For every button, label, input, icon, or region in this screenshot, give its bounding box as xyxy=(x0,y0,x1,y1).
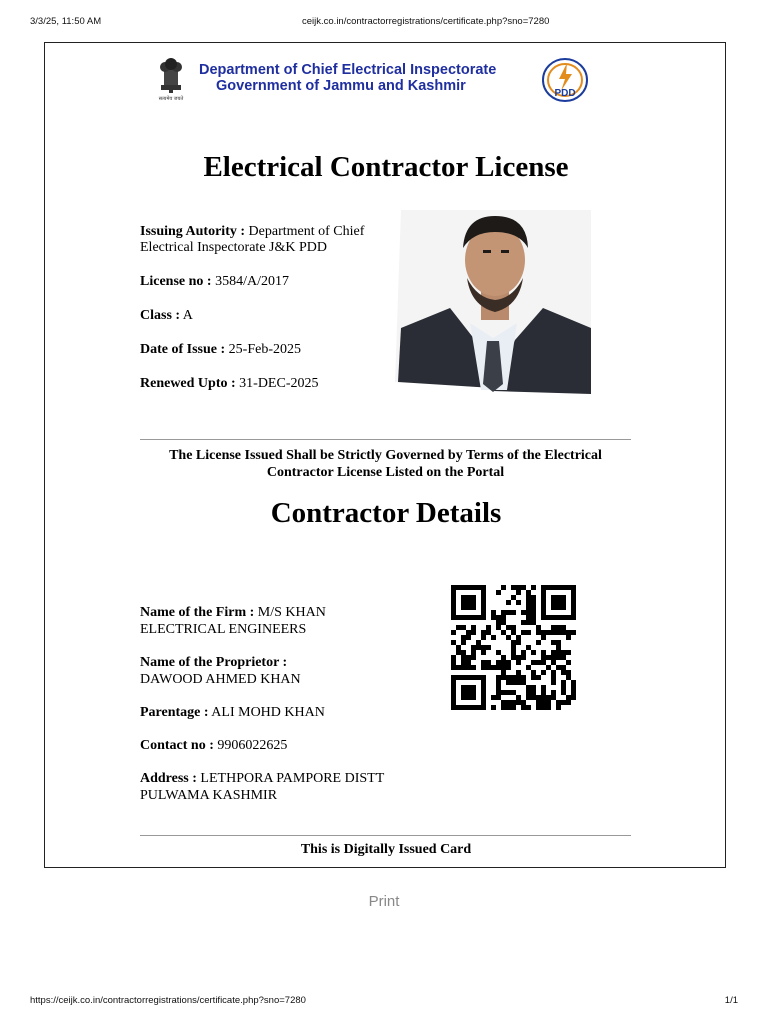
address-row xyxy=(140,770,400,804)
print-page-number: 1/1 xyxy=(724,995,738,1006)
department-title xyxy=(199,62,496,94)
print-button[interactable]: Print xyxy=(354,893,414,910)
contact-label: Contact no : xyxy=(140,738,214,753)
terms-notice: The License Issued Shall be Strictly Governed by Terms of the Electrical Contractor License Listed on the Portal xyxy=(169,448,602,480)
license-card xyxy=(44,42,726,868)
print-footer xyxy=(0,995,768,1009)
license-no-value: 3584/A/2017 xyxy=(215,274,289,289)
pdd-logo-text: PDD xyxy=(554,88,576,99)
license-no-row xyxy=(140,274,365,290)
contractor-info xyxy=(140,604,400,820)
print-header xyxy=(0,16,768,30)
class-row xyxy=(140,308,365,324)
firm-label: Name of the Firm : xyxy=(140,605,255,620)
print-footer-url: https://ceijk.co.in/contractorregistrations/certificate.php?sno=7280 xyxy=(30,995,306,1006)
issuing-authority-label: Issuing Autority : xyxy=(140,224,246,239)
parentage-row xyxy=(140,704,400,721)
qr-code xyxy=(448,585,579,710)
contractor-photo xyxy=(395,208,591,394)
digital-card-note: This is Digitally Issued Card xyxy=(300,842,472,857)
class-value: A xyxy=(182,308,193,323)
license-title: Electrical Contractor License xyxy=(203,151,569,183)
proprietor-value: DAWOOD AHMED KHAN xyxy=(140,672,301,687)
print-url: ceijk.co.in/contractorregistrations/certificate.php?sno=7280 xyxy=(302,16,550,27)
parentage-label: Parentage : xyxy=(140,705,209,720)
date-of-issue-row xyxy=(140,342,365,358)
parentage-value: ALI MOHD KHAN xyxy=(211,705,325,720)
print-datetime: 3/3/25, 11:50 AM xyxy=(30,16,102,27)
proprietor-label: Name of the Proprietor : xyxy=(140,655,288,670)
national-emblem-icon xyxy=(152,53,190,103)
firm-value: M/S KHAN ELECTRICAL ENGINEERS xyxy=(140,605,326,637)
date-of-issue-value: 25-Feb-2025 xyxy=(228,342,301,357)
renewed-upto-label: Renewed Upto : xyxy=(140,376,236,391)
contact-value: 9906022625 xyxy=(217,738,288,753)
license-no-label: License no : xyxy=(140,274,212,289)
pdd-logo xyxy=(541,57,589,103)
proprietor-row xyxy=(140,654,400,688)
dept-line1: Department of Chief Electrical Inspectorate xyxy=(199,62,497,78)
address-label: Address : xyxy=(140,771,197,786)
issuing-authority-row xyxy=(140,224,365,256)
renewed-upto-row xyxy=(140,376,365,392)
svg-text:सत्यमेव जयते: सत्यमेव जयते xyxy=(158,96,184,102)
issuing-authority-value: Department of Chief Electrical Inspectorate J&K PDD xyxy=(140,224,365,255)
license-info xyxy=(140,224,365,410)
renewed-upto-value: 31-DEC-2025 xyxy=(239,376,319,391)
contractor-details-title: Contractor Details xyxy=(270,497,502,529)
date-of-issue-label: Date of Issue : xyxy=(140,342,226,357)
firm-row xyxy=(140,604,400,638)
contact-row xyxy=(140,737,400,754)
divider xyxy=(140,439,631,440)
divider xyxy=(140,835,631,836)
dept-line2: Government of Jammu and Kashmir xyxy=(216,78,466,94)
class-label: Class : xyxy=(140,308,181,323)
address-value: LETHPORA PAMPORE DISTT PULWAMA KASHMIR xyxy=(140,771,385,803)
